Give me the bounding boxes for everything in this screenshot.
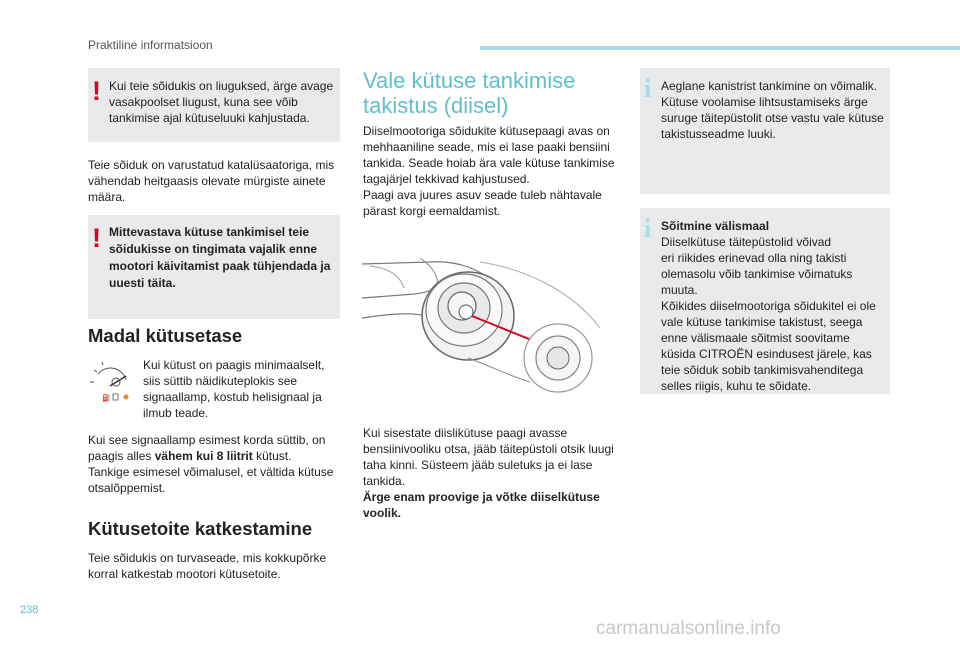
heading-fuel-cutoff: Kütusetoite katkestamine — [88, 518, 313, 539]
warning-icon: ! — [92, 223, 101, 253]
info-text-abroad: Diiselkütuse täitepüstolid võivad eri riikides erinevad olla ning takisti olemasolu võib tankimise võimatuks muuta. Kõikides diiselmootoriga sõidukitel ei ole vale kütuse tankimise takistust, seega enne välismaale sõitmist soovitame küsida CITROËN esindusest järele, kas teie sõiduk sobib tankimisvahenditega selles riigis, kuhu te sõidate. — [661, 235, 876, 393]
info-text-canister: Aeglane kanistrist tankimine on võimalik. Kütuse voolamise lihtsustamiseks ärge suruge täitepüstolit otse vastu vale kütuse takistusseadme luuki. — [661, 79, 884, 141]
low-fuel-warning-paragraph: Kui see signaallamp esimest korda süttib, on paagis alles vähem kui 8 liitrit kütust. Tankige esimesel võimalusel, et vältida kütuse otsalõppemist. — [88, 433, 334, 495]
fuel-cutoff-text: Teie sõidukis on turvaseade, mis kokkupõrke korral katkestab mootori kütusetoite. — [88, 551, 327, 581]
low-fuel-description: Kui kütust on paagis minimaalselt, siis süttib näidikuteplokis see signaallamp, kostub helisignaal ja ilmub teade. — [143, 358, 325, 420]
info-icon: i — [644, 74, 652, 103]
page-number: 238 — [20, 604, 39, 616]
heading-low-fuel: Madal kütusetase — [88, 325, 243, 346]
svg-text:⛽: ⛽ — [102, 394, 111, 402]
warning-text-wrong-fuel: Mittevastava kütuse tankimisel teie sõidukisse on tingimata vajalik enne mootori käivitamist paak tühjendada ja uuesti täita. — [109, 225, 331, 290]
misfuel-warning-bold: Ärge enam proovige ja võtke diiselkütuse voolik. — [363, 490, 600, 520]
warning-text-sliding-doors: Kui teie sõidukis on liuguksed, ärge avage vasakpoolset liugust, kuna see võib tankimise ajal kütuseluuki kahjustada. — [109, 79, 334, 125]
info-title-abroad: Sõitmine välismaal — [661, 219, 770, 233]
heading-misfuel-prevention: Vale kütuse tankimise takistus (diisel) — [363, 68, 576, 118]
catalyst-paragraph: Teie sõiduk on varustatud katalüsaatoriga, mis vähendab heitgaasis olevate mürgiste ainete määra. — [88, 158, 335, 204]
warning-icon: ! — [92, 76, 101, 106]
fuel-gauge-icon — [88, 360, 136, 404]
misfuel-behaviour: Kui sisestate diislikütuse paagi avasse bensiinivooliku otsa, jääb täitepüstoli otsik luugi taha kinni. Süsteem jääb suletuks ja ei lase tankida. — [363, 426, 614, 488]
section-title: Praktiline informatsioon — [88, 38, 213, 52]
watermark: carmanualsonline.info — [596, 618, 781, 639]
misfuel-description: Diiselmootoriga sõidukite kütusepaagi avas on mehhaaniline seade, mis ei lase paaki bensiini tankida. Seade hoiab ära vale kütuse tankimise tagajärjel tekkivad kahjustused. Paagi ava juures asuv seade tuleb nähtavale pärast korgi eemaldamist. — [363, 124, 615, 218]
fuel-filler-illustration — [360, 258, 610, 408]
header-bar — [480, 46, 960, 50]
info-icon: i — [644, 214, 652, 243]
